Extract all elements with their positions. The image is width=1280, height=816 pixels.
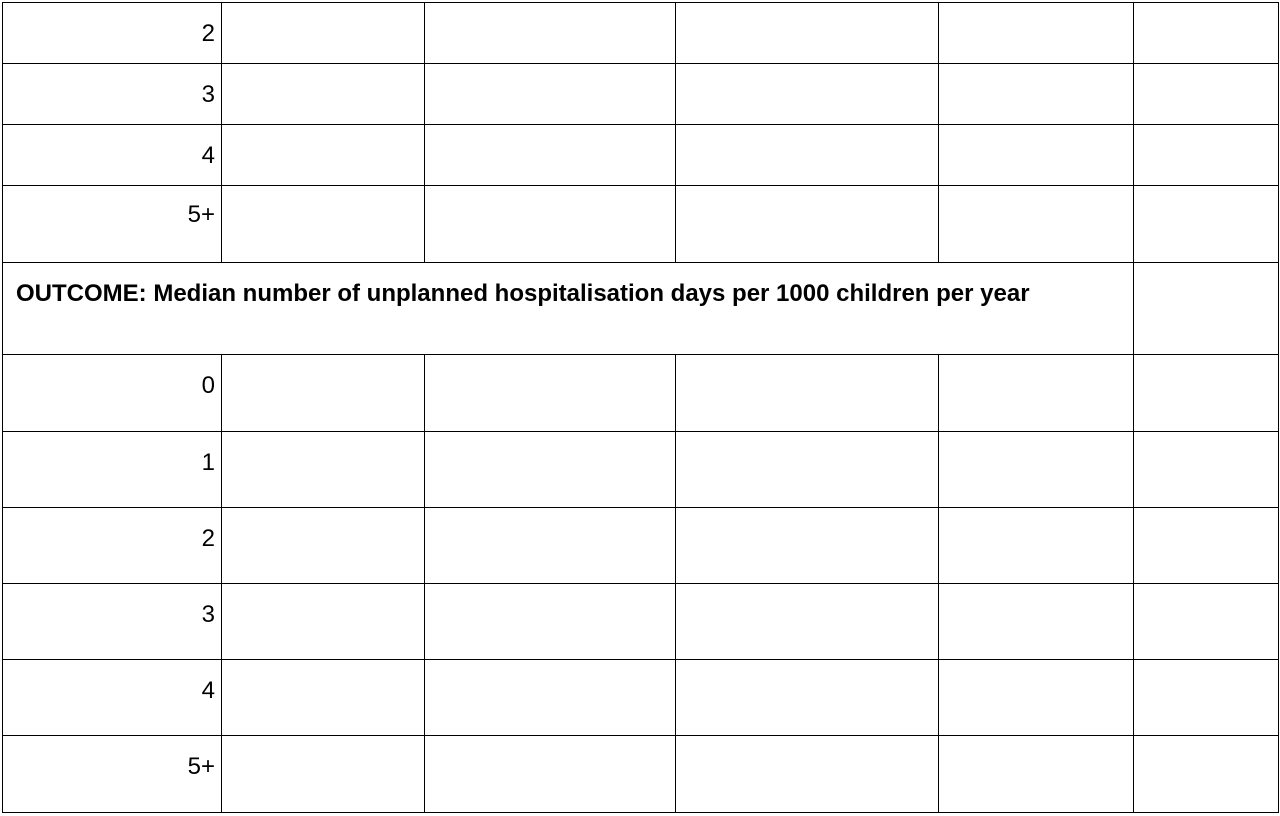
- table-cell: [938, 63, 1134, 125]
- table-cell: [675, 583, 939, 660]
- table-cell: [1133, 262, 1279, 355]
- table-cell: [675, 124, 939, 186]
- table-cell: [1133, 659, 1279, 736]
- row-label-cell: [2, 124, 222, 186]
- row-label-cell: [2, 431, 222, 508]
- row-label: 2: [201, 525, 215, 552]
- table-cell: [221, 659, 425, 736]
- table-cell: [1133, 63, 1279, 125]
- row-label-cell: [2, 507, 222, 584]
- table-cell: [221, 2, 425, 64]
- table-cell: [424, 735, 676, 813]
- row-label-cell: [2, 2, 222, 64]
- table-cell: [938, 185, 1134, 263]
- row-label: 4: [201, 677, 215, 704]
- row-label: 2: [201, 20, 215, 47]
- table-cell: [938, 507, 1134, 584]
- table-cell: [221, 63, 425, 125]
- table-cell: [1133, 354, 1279, 432]
- row-label: 3: [201, 81, 215, 108]
- table-cell: [221, 735, 425, 813]
- table-cell: [1133, 735, 1279, 813]
- table-cell: [424, 63, 676, 125]
- table-cell: [1133, 507, 1279, 584]
- outcome-heading: OUTCOME: Median number of unplanned hospitalisation days per 1000 children per year: [16, 280, 1030, 307]
- table-cell: [424, 431, 676, 508]
- table-cell: [424, 354, 676, 432]
- table-cell: [675, 2, 939, 64]
- table-cell: [424, 2, 676, 64]
- table-cell: [221, 583, 425, 660]
- table-cell: [938, 735, 1134, 813]
- table-cell: [938, 659, 1134, 736]
- table-cell: [675, 63, 939, 125]
- table-cell: [938, 431, 1134, 508]
- table-cell: [675, 507, 939, 584]
- row-label-cell: [2, 583, 222, 660]
- table-cell: [221, 185, 425, 263]
- table-cell: [221, 507, 425, 584]
- row-label-cell: [2, 63, 222, 125]
- row-label: 5+: [187, 753, 215, 780]
- table-cell: [1133, 431, 1279, 508]
- table-cell: [424, 507, 676, 584]
- table-cell: [1133, 583, 1279, 660]
- table-cell: [675, 354, 939, 432]
- table-cell: [221, 431, 425, 508]
- table-cell: [938, 2, 1134, 64]
- row-label-cell: [2, 659, 222, 736]
- table-cell: [424, 583, 676, 660]
- row-label: 5+: [187, 201, 215, 228]
- row-label: 0: [201, 372, 215, 399]
- table-cell: [675, 735, 939, 813]
- table-cell: [1133, 124, 1279, 186]
- row-label: 3: [201, 601, 215, 628]
- table-cell: [675, 659, 939, 736]
- table-cell: [675, 185, 939, 263]
- table-cell: [424, 659, 676, 736]
- row-label: 4: [201, 142, 215, 169]
- table-cell: [221, 124, 425, 186]
- table-cell: [424, 185, 676, 263]
- table-cell: [424, 124, 676, 186]
- table-cell: [221, 354, 425, 432]
- table-cell: [1133, 2, 1279, 64]
- row-label-cell: [2, 354, 222, 432]
- table-cell: [675, 431, 939, 508]
- table-cell: [938, 354, 1134, 432]
- row-label: 1: [201, 449, 215, 476]
- table-cell: [938, 583, 1134, 660]
- table-cell: [1133, 185, 1279, 263]
- table-cell: [938, 124, 1134, 186]
